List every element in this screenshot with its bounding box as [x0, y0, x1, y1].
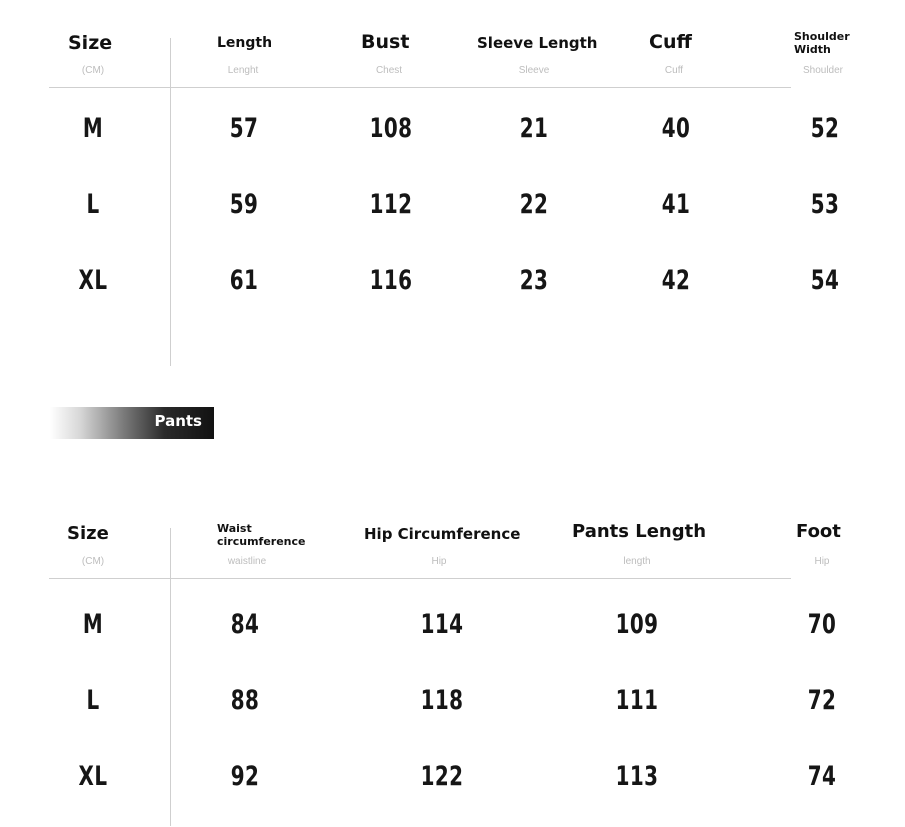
pants-header-pants-length: Pants Length [572, 521, 707, 542]
pants-subheader-hip: Hip [431, 556, 447, 567]
tops-row-l-size: L [86, 189, 100, 220]
tops-row-l-length: 59 [229, 189, 259, 220]
pants-subheader-size: (CM) [81, 556, 105, 567]
pants-column-divider [170, 528, 171, 826]
tops-row-l-shoulder: 53 [810, 189, 840, 220]
pants-row-l-foot: 72 [807, 685, 837, 716]
pants-row-xl-foot: 74 [807, 761, 837, 792]
tops-subheader-cuff: Cuff [664, 65, 684, 76]
tops-row-m-bust: 108 [369, 113, 413, 144]
tops-row-l-sleeve: 22 [519, 189, 549, 220]
pants-row-m-foot: 70 [807, 609, 837, 640]
pants-section-banner [50, 407, 214, 439]
pants-row-xl-size: XL [78, 761, 108, 792]
tops-header-divider [49, 87, 791, 88]
tops-row-l-cuff: 41 [661, 189, 691, 220]
tops-subheader-size: (CM) [81, 65, 105, 76]
pants-row-m-length: 109 [615, 609, 659, 640]
tops-header-cuff: Cuff [649, 31, 692, 53]
tops-header-bust: Bust [361, 31, 410, 53]
pants-header-hip: Hip Circumference [364, 525, 521, 543]
tops-subheader-shoulder: Shoulder [802, 65, 844, 76]
pants-row-m-waist: 84 [230, 609, 260, 640]
tops-header-sleeve-length: Sleeve Length [477, 34, 598, 52]
pants-row-l-hip: 118 [420, 685, 464, 716]
tops-subheader-bust: Chest [375, 65, 403, 76]
tops-header-length: Length [217, 35, 273, 51]
pants-header-waist: Waist circumference [217, 522, 306, 548]
tops-row-m-shoulder: 52 [810, 113, 840, 144]
tops-subheader-length: Lenght [227, 65, 259, 76]
pants-section-title: Pants [154, 412, 202, 430]
tops-subheader-sleeve: Sleeve [518, 65, 550, 76]
pants-row-xl-length: 113 [615, 761, 659, 792]
tops-row-xl-cuff: 42 [661, 265, 691, 296]
pants-header-foot: Foot [796, 521, 841, 542]
tops-column-divider [170, 38, 171, 366]
pants-row-l-length: 111 [615, 685, 659, 716]
tops-row-l-bust: 112 [369, 189, 413, 220]
tops-row-xl-bust: 116 [369, 265, 413, 296]
tops-row-m-length: 57 [229, 113, 259, 144]
pants-header-divider [49, 578, 791, 579]
tops-row-m-size: M [82, 113, 104, 144]
tops-row-xl-shoulder: 54 [810, 265, 840, 296]
pants-row-m-size: M [82, 609, 104, 640]
tops-row-xl-length: 61 [229, 265, 259, 296]
tops-header-size: Size [68, 32, 113, 54]
pants-row-xl-waist: 92 [230, 761, 260, 792]
pants-row-xl-hip: 122 [420, 761, 464, 792]
pants-row-l-waist: 88 [230, 685, 260, 716]
pants-row-m-hip: 114 [420, 609, 464, 640]
tops-header-shoulder-width: Shoulder Width [794, 30, 850, 56]
tops-row-xl-sleeve: 23 [519, 265, 549, 296]
tops-row-xl-size: XL [78, 265, 108, 296]
tops-row-m-cuff: 40 [661, 113, 691, 144]
pants-subheader-waistline: waistline [227, 556, 267, 567]
tops-row-m-sleeve: 21 [519, 113, 549, 144]
pants-row-l-size: L [86, 685, 100, 716]
pants-subheader-length: length [623, 556, 651, 567]
pants-subheader-foot: Hip [814, 556, 830, 567]
pants-header-size: Size [67, 523, 109, 544]
